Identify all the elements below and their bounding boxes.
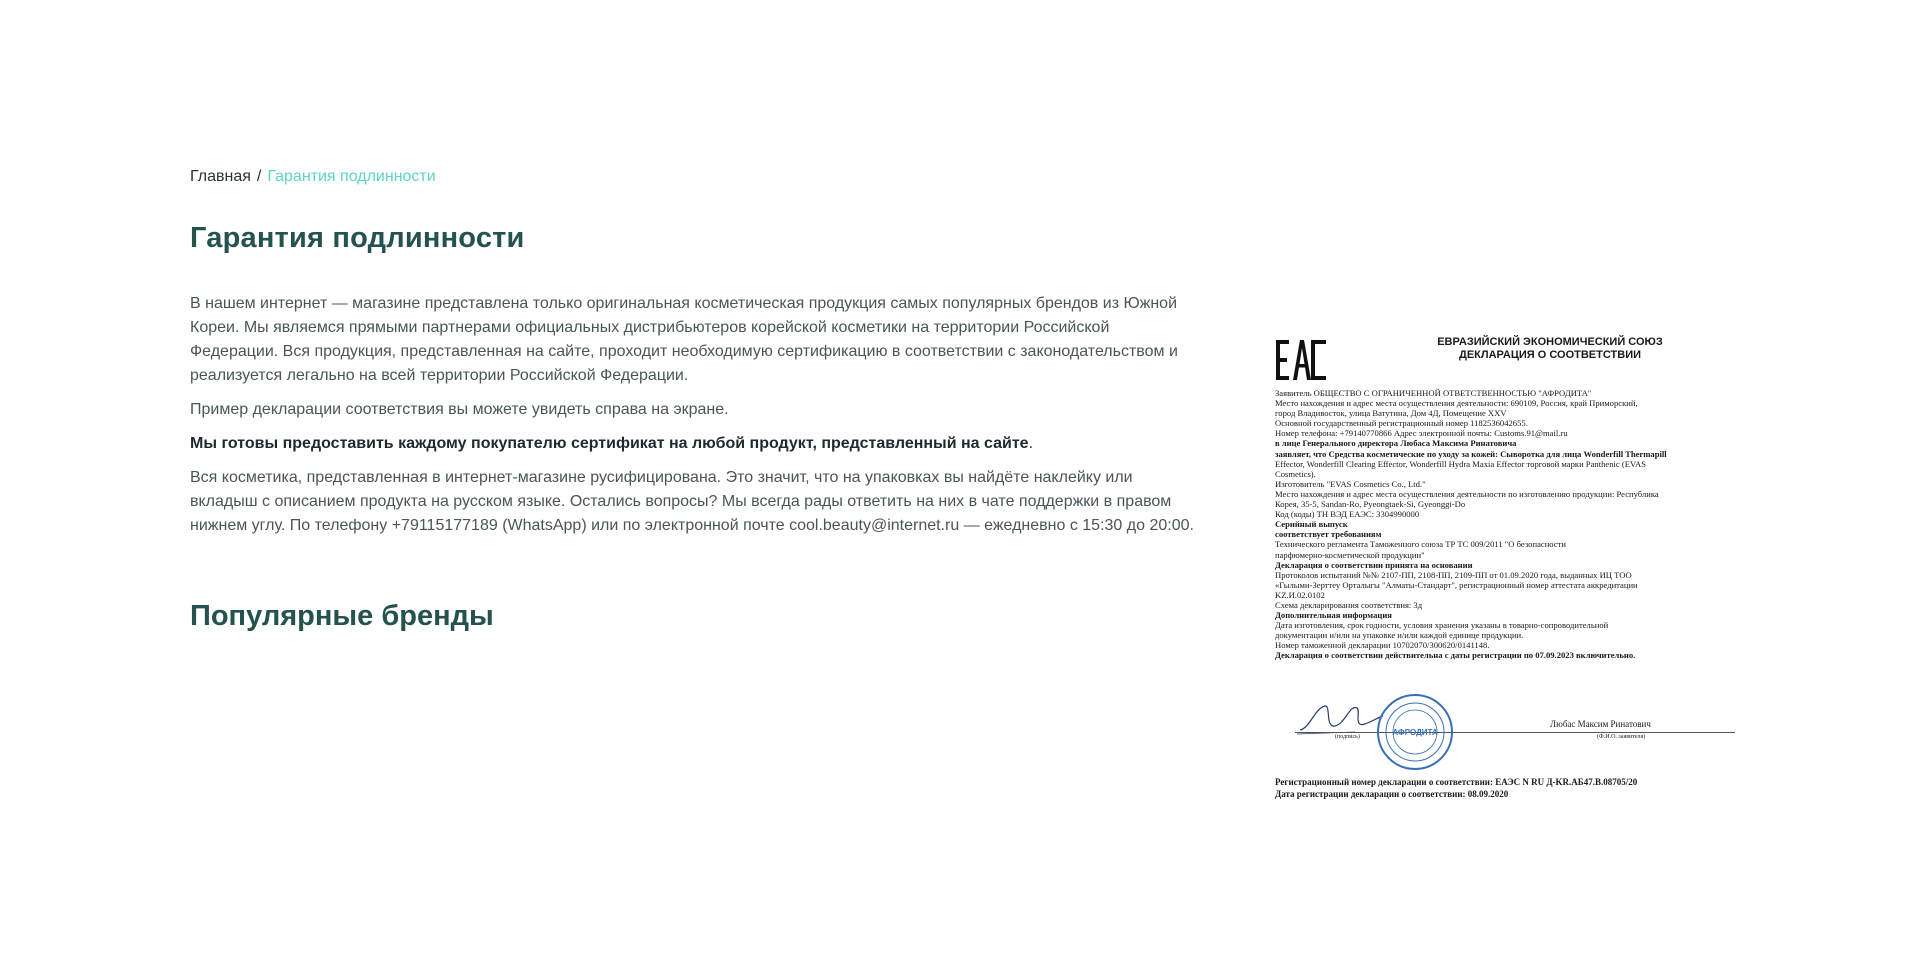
page-title: Гарантия подлинности (190, 222, 525, 254)
declaration-line: документации и/или на упаковке и/или каждой единице продукции. (1275, 630, 1524, 641)
intro-paragraph (190, 292, 1220, 388)
declaration-body (1275, 388, 1745, 661)
eac-logo-icon (1275, 338, 1327, 382)
declaration-line: Технического регламента Таможенного союза ТР ТС 009/2011 "О безопасности (1275, 539, 1566, 550)
declaration-registration-date: Дата регистрации декларации о соответствии: 08.09.2020 (1275, 789, 1509, 799)
declaration-image (1275, 330, 1745, 810)
declaration-header (1385, 336, 1715, 362)
declaration-line: Дата изготовления, срок годности, условия хранения указаны в товарно-сопроводительной (1275, 620, 1609, 631)
declaration-footer (1275, 776, 1745, 800)
declaration-line: Код (коды) ТН ВЭД ЕАЭС: 3304990000 (1275, 509, 1420, 520)
declaration-line: Декларация о соответствии принята на основании (1275, 559, 1473, 570)
declaration-line: Протоколов испытаний №№ 2107-ПП, 2108-ПП, 2109-ПП от 01.09.2020 года, выданных ИЦ ТОО (1275, 569, 1632, 580)
breadcrumb (190, 168, 436, 186)
declaration-line: парфюмерно-косметической продукции" (1275, 549, 1425, 560)
signature-line (1295, 732, 1735, 733)
declaration-line: в лице Генерального директора Любаса Максима Ринатовича (1275, 438, 1517, 449)
content-text (190, 292, 1220, 548)
declaration-line: Схема декларирования соответствия: 3д (1275, 599, 1423, 610)
contacts-line-3: нижнем углу. По телефону +79115177189 (WhatsApp) или по электронной почте cool.beauty@internet.ru — ежедневно с 15:30 до 20:00. (190, 517, 1194, 534)
declaration-line: Место нахождения и адрес места осуществления деятельности: 690109, Россия, край Приморский, (1275, 398, 1638, 409)
intro-line-2: Кореи. Мы являемся прямыми партнерами официальных дистрибьютеров корейской косметики на территории Российской (190, 319, 1110, 336)
intro-line-1: В нашем интернет — магазине представлена только оригинальная косметическая продукция самых популярных брендов из Южной (190, 295, 1178, 312)
certificate-offer-period: . (1028, 435, 1034, 452)
declaration-line: Основной государственный регистрационный номер 1182536042655. (1275, 418, 1528, 429)
certificate-offer-text: Мы готовы предоставить каждому покупателю сертификат на любой продукт, представленный на сайте (190, 435, 1029, 452)
declaration-header-line-1: ЕВРАЗИЙСКИЙ ЭКОНОМИЧЕСКИЙ СОЮЗ (1437, 336, 1663, 348)
declaration-line: «Гылыми-Зерттеу Орталыгы "Алматы-Стандарт", регистрационный номер аттестата аккредитации (1275, 579, 1638, 590)
declaration-line: Место нахождения и адрес места осуществления деятельности по изготовлению продукции: Республика (1275, 488, 1659, 499)
contacts-line-2: вкладыш с описанием продукта на русском языке. Остались вопросы? Мы всегда рады ответить на них в чате поддержки в правом (190, 493, 1172, 510)
declaration-line: Effector, Wonderfill Clearing Effector, Wonderfill Hydra Maxia Effector торговой марки Panthenic (EVAS (1275, 458, 1647, 469)
popular-brands-title: Популярные бренды (190, 600, 494, 632)
intro-line-4: реализуется легально на всей территории Российской Федерации. (190, 367, 689, 384)
declaration-line: заявляет, что Средства косметические по уходу за кожей: Сыворотка для лица Wonderfill Thermapill (1275, 448, 1667, 459)
declaration-header-line-2: ДЕКЛАРАЦИЯ О СООТВЕТСТВИИ (1458, 349, 1642, 361)
intro-line-3: Федерации. Вся продукция, представленная на сайте, проходит необходимую сертификацию в соответствии с законодательством и (190, 343, 1178, 360)
declaration-line: Номер телефона: +79140770866 Адрес электронной почты: Customs.91@mail.ru (1275, 428, 1568, 439)
declaration-line: Дополнительная информация (1275, 610, 1392, 621)
declaration-signature-block (1275, 692, 1745, 772)
stamp-text: АФРОДИТА (1392, 728, 1438, 737)
declaration-registration-number: Регистрационный номер декларации о соответствии: ЕАЭС N RU Д-KR.АБ47.В.08705/20 (1275, 777, 1638, 787)
breadcrumb-separator: / (256, 168, 262, 185)
declaration-line: Изготовитель "EVAS Cosmetics Co., Ltd." (1275, 478, 1426, 489)
contacts-paragraph (190, 466, 1220, 538)
declaration-line: соответствует требованиям (1275, 529, 1382, 540)
page (190, 0, 1750, 968)
signer-caption: (Ф.И.О. заявителя) (1597, 734, 1646, 740)
signature-caption: (подпись) (1335, 734, 1360, 740)
declaration-line: Декларация о соответствии действительна с даты регистрации по 07.09.2023 включительно. (1275, 650, 1636, 661)
contacts-line-1: Вся косметика, представленная в интернет-магазине русифицирована. Это значит, что на упаковках вы найдёте наклейку или (190, 469, 1133, 486)
signer-name: Любас Максим Ринатович (1550, 719, 1651, 729)
breadcrumb-home-link[interactable]: Главная (190, 168, 251, 185)
declaration-line: Корея, 35-5, Sandan-Ro, Pyeongtaek-Si, Gyeonggi-Do (1275, 499, 1466, 510)
declaration-line: Заявитель ОБЩЕСТВО С ОГРАНИЧЕННОЙ ОТВЕТСТВЕННОСТЬЮ "АФРОДИТА" (1275, 388, 1592, 398)
declaration-line: Номер таможенной декларации 10702070/300620/0141148. (1275, 640, 1490, 651)
declaration-line: город Владивосток, улица Ватутина, Дом 4Д, Помещение XXV (1275, 408, 1507, 419)
breadcrumb-current: Гарантия подлинности (267, 168, 436, 185)
declaration-note: Пример декларации соответствия вы можете увидеть справа на экране. (190, 401, 729, 418)
certificate-offer (190, 432, 1220, 456)
declaration-line: Серийный выпуск (1275, 519, 1348, 530)
declaration-line: Cosmetics). (1275, 468, 1316, 479)
declaration-line: KZ.И.02.0102 (1275, 589, 1325, 600)
company-stamp-icon (1375, 692, 1455, 772)
